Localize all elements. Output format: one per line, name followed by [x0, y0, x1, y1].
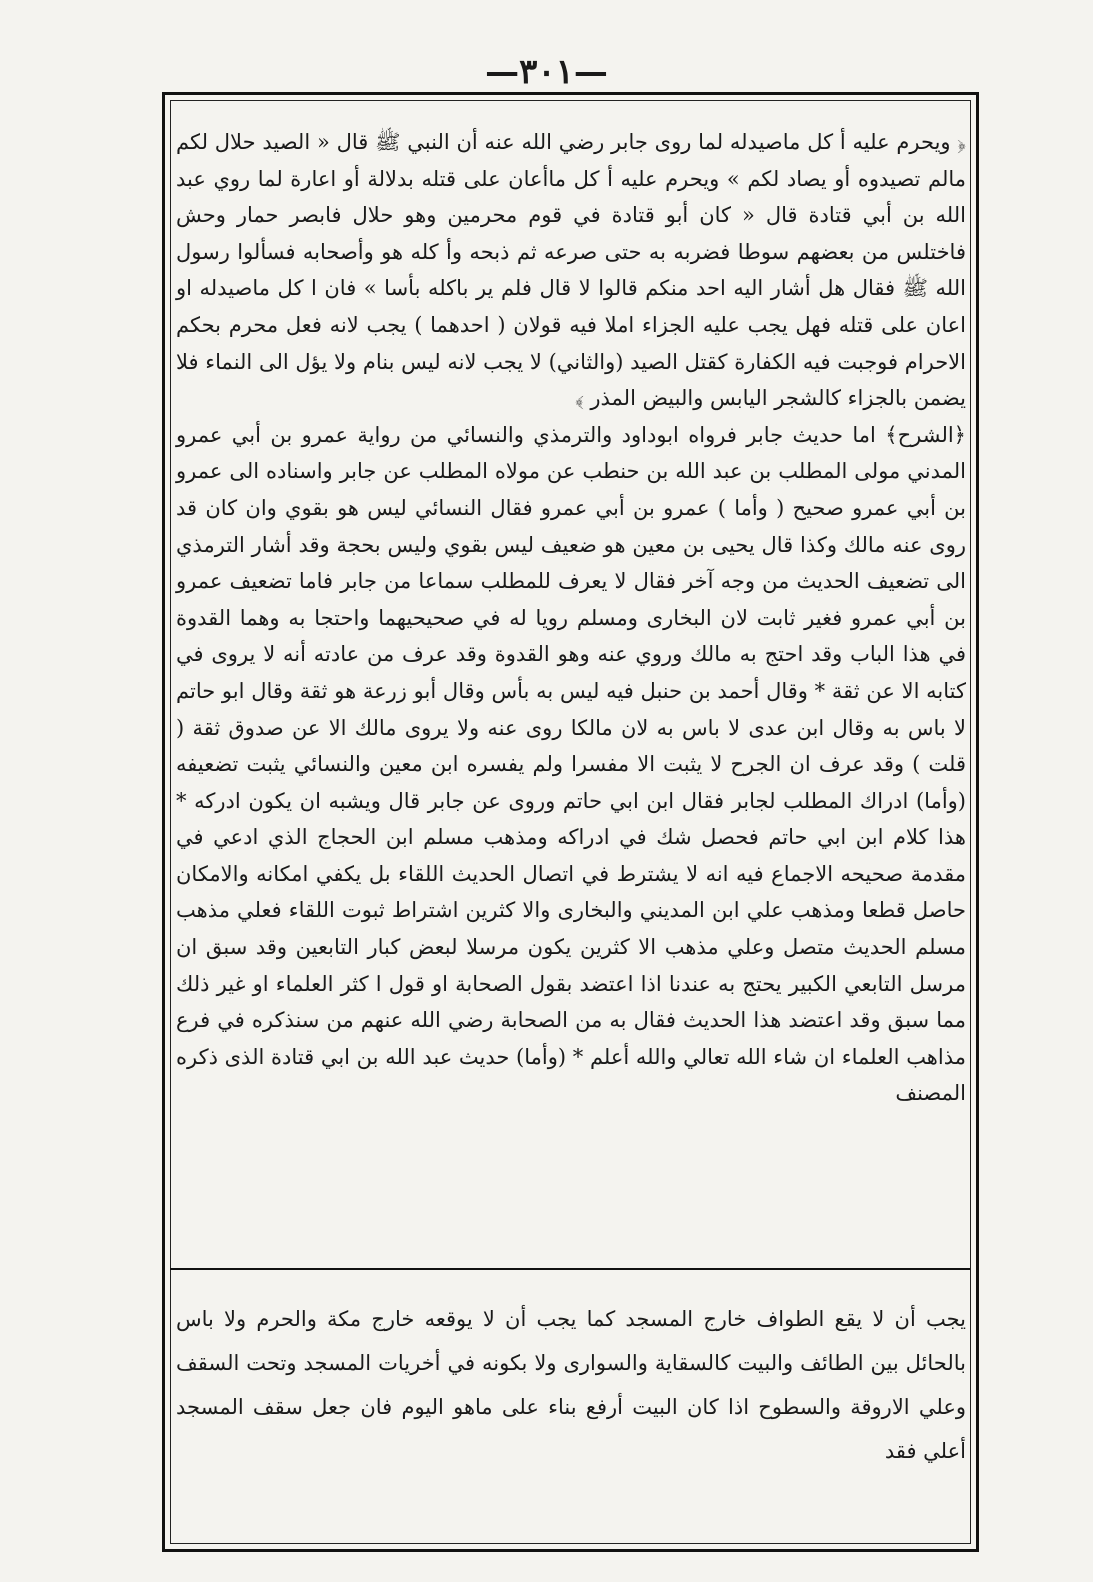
footnote-divider [170, 1268, 970, 1270]
main-text [176, 124, 966, 1112]
footnote-section [176, 1297, 966, 1473]
sharh-paragraph: ﴿الشرح﴾ اما حديث جابر فرواه ابوداود والترمذي والنسائي من رواية عمرو بن أبي عمرو المدني مولى المطلب بن عبد الله بن حنطب عن مولاه المطلب عن جابر واسناده الى عمرو بن أبي عمرو صحيح ( وأما ) عمرو بن أبي عمرو فقال النسائي ليس هو بقوي وان كان قد روى عنه مالك وكذا قال يحيى بن معين هو ضعيف ليس بقوي وليس بحجة وقد أشار الترمذي الى تضعيف الحديث من وجه آخر فقال لا يعرف للمطلب سماعا من جابر فاما تضعيف عمرو بن أبي عمرو فغير ثابت لان البخارى ومسلم رويا له في صحيحيهما واحتجا به وهما القدوة في هذا الباب وقد احتج به مالك وروي عنه وهو القدوة وقد عرف من عادته أنه لا يروى في كتابه الا عن ثقة * وقال أحمد بن حنبل فيه ليس به بأس وقال أبو زرعة هو ثقة وقال ابو حاتم لا باس به وقال ابن عدى لا باس به لان مالكا روى عنه ولا يروى مالك الا عن صدوق ثقة ( قلت ) وقد عرف ان الجرح لا يثبت الا مفسرا ولم يفسره ابن معين والنسائي يثبت تضعيفه (وأما) ادراك المطلب لجابر فقال ابن ابي حاتم وروى عن جابر قال ويشبه ان يكون ادركه * هذا كلام ابن ابي حاتم فحصل شك في ادراكه ومذهب مسلم ابن الحجاج الذي ادعي في مقدمة صحيحه الاجماع فيه انه لا يشترط في اتصال الحديث اللقاء بل يكفي امكانه والامكان حاصل قطعا ومذهب علي ابن المديني والبخارى والا كثرين اشتراط ثبوت اللقاء فعلي مذهب مسلم الحديث متصل وعلي مذهب الا كثرين يكون مرسلا لبعض كبار التابعين وقد سبق ان مرسل التابعي الكبير يحتج به عندنا اذا اعتضد بقول الصحابة او قول ا كثر العلماء او غير ذلك مما سبق وقد اعتضد هذا الحديث فقال به من الصحابة رضي الله عنهم من سنذكره في فرع مذاهب العلماء ان شاء الله تعالي والله أعلم * (وأما) حديث عبد الله بن ابي قتادة الذى ذكره المصنف [176, 422, 966, 1106]
matn-paragraph: ﴿ ويحرم عليه أ كل ماصيدله لما روى جابر رضي الله عنه أن النبي ﷺ قال « الصيد حلال لكم مالم تصيدوه أو يصاد لكم » ويحرم عليه أ كل ماأعان على قتله بدلالة أو اعارة لما روي عبد الله بن أبي قتادة قال « كان أبو قتادة في قوم محرمين وهو حلال فابصر حمار وحش فاختلس من بعضهم سوطا فضربه به حتى صرعه ثم ذبحه وأ كله هو وأصحابه فسألوا رسول الله ﷺ فقال هل أشار اليه احد منكم قالوا لا قال فلم ير باكله بأسا » فان ا كل ماصيدله او اعان على قتله فهل يجب عليه الجزاء املا فيه قولان ( احدهما ) يجب لانه فعل محرم بحكم الاحرام فوجبت فيه الكفارة كقتل الصيد (والثاني) لا يجب لانه ليس بنام ولا يؤل الى النماء فلا يضمن بالجزاء كالشجر اليابس والبيض المذر ﴾ [176, 130, 966, 411]
footnote-text: يجب أن لا يقع الطواف خارج المسجد كما يجب أن لا يوقعه خارج مكة والحرم ولا باس بالحائل بين الطائف والبيت كالسقاية والسوارى ولا بكونه في أخريات المسجد وتحت السقف وعلي الاروقة والسطوح اذا كان البيت أرفع بناء على ماهو اليوم فان جعل سقف المسجد أعلي فقد [176, 1307, 966, 1463]
page-number: —٣٠١— [485, 52, 608, 92]
